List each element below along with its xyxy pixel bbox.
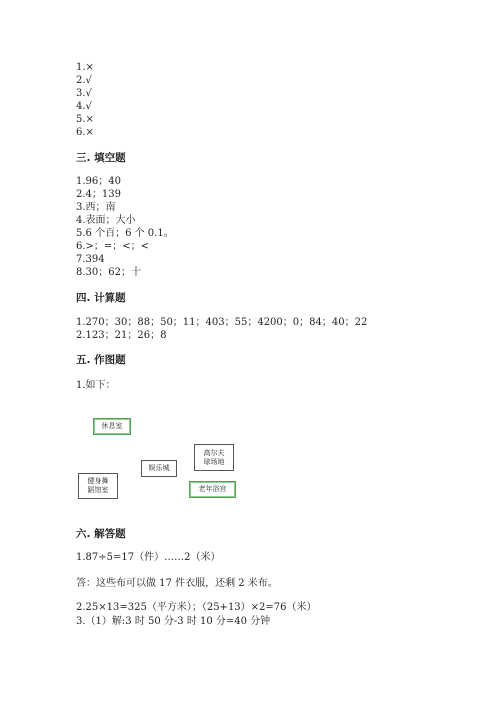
section-heading-calculation: 四. 计算题 — [76, 292, 126, 304]
judge-answer-5: 5.× — [76, 114, 94, 125]
drawing-intro: 1.如下： — [76, 380, 116, 391]
judge-answer-1: 1.× — [76, 62, 94, 73]
problem-1-equation: 1.87÷5=17（件）……2（米） — [76, 552, 221, 563]
map-box-golf-line2: 球场地 — [203, 457, 225, 466]
problem-3-solution: 3.（1）解:3 时 50 分-3 时 10 分=40 分钟 — [76, 616, 271, 627]
section-heading-drawing: 五. 作图题 — [76, 354, 126, 366]
map-box-fitness — [78, 473, 118, 499]
map-box-golf-line1: 高尔夫 — [203, 448, 225, 457]
map-box-rest-room — [93, 418, 131, 435]
fill-answer-6: 6.>；=；<；< — [76, 241, 150, 252]
calc-answer-2: 2.123；21；26；8 — [76, 330, 167, 341]
fill-answer-7: 7.394 — [76, 254, 105, 265]
fill-answer-4: 4.表面；大小 — [76, 215, 136, 226]
calc-answer-1: 1.270；30；88；50；11；403；55；4200；0；84；40；22 — [76, 317, 368, 328]
map-box-fitness-line2: 蹈馆室 — [87, 486, 109, 494]
judge-answer-6: 6.× — [76, 127, 94, 138]
judge-answer-4: 4.√ — [76, 101, 92, 112]
map-box-golf — [194, 444, 234, 471]
problem-2-equation: 2.25×13=325（平方米）；（25+13）×2=76（米） — [76, 602, 317, 613]
fill-answer-5: 5.6 个百；6 个 0.1。 — [76, 228, 174, 239]
section-heading-fill-in: 三. 填空题 — [76, 152, 126, 164]
fill-answer-8: 8.30；62；十 — [76, 267, 141, 278]
map-box-rest-room-label: 休息室 — [101, 422, 123, 430]
map-box-entertainment — [141, 460, 177, 477]
fill-answer-3: 3.西；南 — [76, 202, 116, 213]
judge-answer-3: 3.√ — [76, 88, 92, 99]
map-box-elderly-bath — [189, 481, 236, 498]
problem-1-answer: 答：这些布可以做 17 件衣服，还剩 2 米布。 — [76, 578, 278, 589]
judge-answer-2: 2.√ — [76, 75, 92, 86]
map-box-elderly-bath-label: 老年浴宫 — [198, 485, 227, 493]
fill-answer-2: 2.4；139 — [76, 189, 121, 200]
section-heading-word-problems: 六. 解答题 — [76, 528, 126, 540]
map-box-entertainment-label: 娱乐城 — [148, 464, 170, 472]
map-box-fitness-line1: 健身舞 — [87, 477, 109, 485]
fill-answer-1: 1.96；40 — [76, 176, 121, 187]
